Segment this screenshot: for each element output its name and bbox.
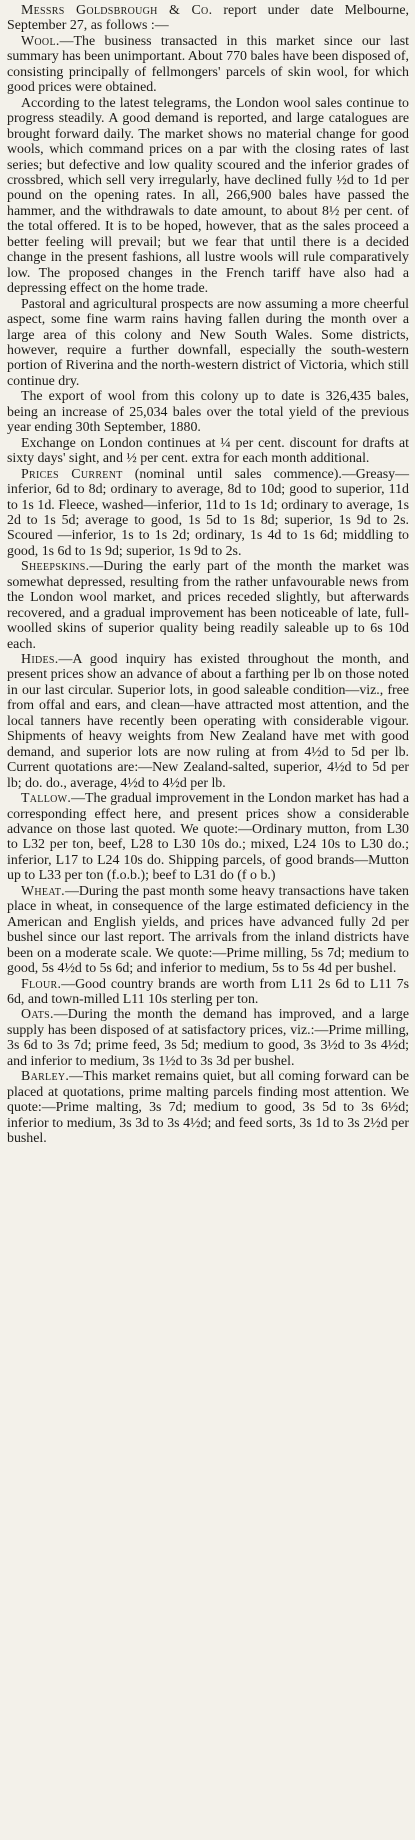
section-heading-prices-current: Prices Current [21,466,123,482]
paragraph-text: —During the month the demand has improved, and a large supply has been disposed of at satisfactory prices, viz.:—Prime milling, 3s 6d to 3s 7d; prime feed, 3s 5d; medium to good, 3s 3½d to 3s 4½d; and inferior to medium, 3s 1½d to 3s 3d per bushel. [7,1007,409,1069]
section-heading-barley: Barley. [21,1069,70,1085]
section-heading-tallow: Tallow. [21,791,72,807]
paragraph-text: —The business transacted in this market since our last summary has been unimportant. About 770 bales have been disposed of, consisting principally of fellmongers' parcels of skin wool, for which good prices were obtained. [7,33,409,96]
paragraph-text: According to the latest telegrams, the London wool sales continue to progress steadily. A good demand is reported, and large catalogues are brought forward daily. The market shows no material change for good wools, which command prices on a par with the closing rates of last series; but defective and low quality scoured and the inferior grades of crossbred, which sell very irregularly, have declined fully ½d to 1d per pound on the opening rates. In all, 266,900 bales have passed the hammer, and the withdrawals to date amount, to about 8½ per cent. of the total offered. It is to be hoped, however, that as the sales proceed a better feeling will prevail; but we fear that until there is a decided change in the present fashions, all lustre wools will rule comparatively low. The proposed changes in the French tariff have also had a depressing effect on the home trade. [7,95,409,297]
section-heading-hides: Hides. [21,652,59,668]
paragraph-barley [7,1069,409,1146]
paragraph-text: —A good inquiry has existed throughout the month, and present prices show an advance of about a farthing per lb on those noted in our last circular. Superior lots, in good saleable condition—viz., free from offal and ears, and clean—have attracted most attention, and the local tanners have recently been operating with considerable vigour. Shipments of heavy weights from New Zealand have met with good demand, and superior lots are now ruling at from 4½d to 5d per lb. Current quotations are:—New Zealand-salted, superior, 4½d to 5d per lb; do. do., average, 4½d to 4½d per lb. [7,652,409,791]
paragraph-london-sales [7,96,409,297]
paragraph-text: Pastoral and agricultural prospects are now assuming a more cheerful aspect, some fine warm rains having fallen during the month over a large area of this colony and New South Wales. Some districts, however, require a further downfall, especially the south-western portion of Riverina and the north-western district of Victoria, which still continue dry. [7,296,409,389]
paragraph-tallow [7,791,409,884]
section-heading-wheat: Wheat. [21,883,65,899]
section-heading-oats: Oats. [21,1007,54,1023]
paragraph-text: report under date Melbourne, September 27, as follows :— [7,3,409,34]
paragraph-pastoral [7,297,409,390]
paragraph-wool [7,34,409,96]
paragraph-oats [7,1007,409,1069]
section-heading-sheepskins: Sheepskins. [21,559,90,575]
paragraph-text: The export of wool from this colony up to date is 326,435 bales, being an increase of 25,034 bales over the total yield of the previous year ending 30th September, 1880. [7,389,409,436]
section-heading-wool: Wool. [21,33,60,49]
paragraph-sheepskins [7,559,409,652]
paragraph-hides [7,652,409,791]
paragraph-text: Exchange on London continues at ¼ per cent. discount for drafts at sixty days' sight, and ½ per cent. extra for each month additional. [7,435,409,467]
paragraph-intro [7,3,409,34]
section-heading-flour: Flour. [21,976,62,992]
paragraph-text: —This market remains quiet, but all coming forward can be placed at quotations, prime malting parcels finding most attention. We quote:—Prime malting, 3s 7d; medium to good, 3s 5d to 3s 6½d; inferior to medium, 3s 3d to 3s 4½d; and feed sorts, 3s 1d to 3s 2½d per bushel. [7,1069,409,1147]
firm-name: Messrs Goldsbrough & Co. [21,3,213,18]
paragraph-export [7,389,409,435]
paragraph-text: —Good country brands are worth from L11 2s 6d to L11 7s 6d, and town-milled L11 10s sterling per ton. [7,976,409,1007]
paragraph-text: (nominal until sales commence).—Greasy—inferior, 6d to 8d; ordinary to average, 8d to 10d; good to superior, 11d to 1s 1d. Fleece, washed—inferior, 11d to 1s 1d; ordinary to average, 1s 2d to 1s 5d; average to good, 1s 5d to 1s 8d; superior, 1s 9d to 2s. Scoured —inferior, 1s to 1s 2d; ordinary, 1s 4d to 1s 6d; middling to good, 1s 6d to 1s 9d; superior, 1s 9d to 2s. [7,466,409,559]
paragraph-exchange [7,436,409,467]
paragraph-prices-current [7,467,409,560]
paragraph-text: —During the past month some heavy transactions have taken place in wheat, in consequence of the large estimated deficiency in the American and English yields, and prices have advanced fully 2d per bushel since our last report. The arrivals from the inland districts have been on a moderate scale. We quote:—Prime milling, 5s 7d; medium to good, 5s 4½d to 5s 6d; and inferior to medium, 5s to 5s 4d per bushel. [7,883,409,977]
paragraph-flour [7,977,409,1008]
paragraph-text: —The gradual improvement in the London market has had a corresponding effect here, and present prices show a considerable advance on those last quoted. We quote:—Ordinary mutton, from L30 to L32 per ton, beef, L28 to L30 10s do.; mixed, L24 10s to L30 do.; inferior, L17 to L24 10s do. Shipping parcels, of good brands—Mutton up to L33 per ton (f.o.b.); beef to L31 do (f o b.) [7,791,409,884]
paragraph-text: —During the early part of the month the market was somewhat depressed, resulting from the rather unfavourable news from the London wool market, and prices receded slightly, but afterwards recovered, and a gradual improvement has been noticeable of late, full-woolled skins of superior quality being readily saleable up to 6s 10d each. [7,559,409,652]
paragraph-wheat [7,884,409,977]
